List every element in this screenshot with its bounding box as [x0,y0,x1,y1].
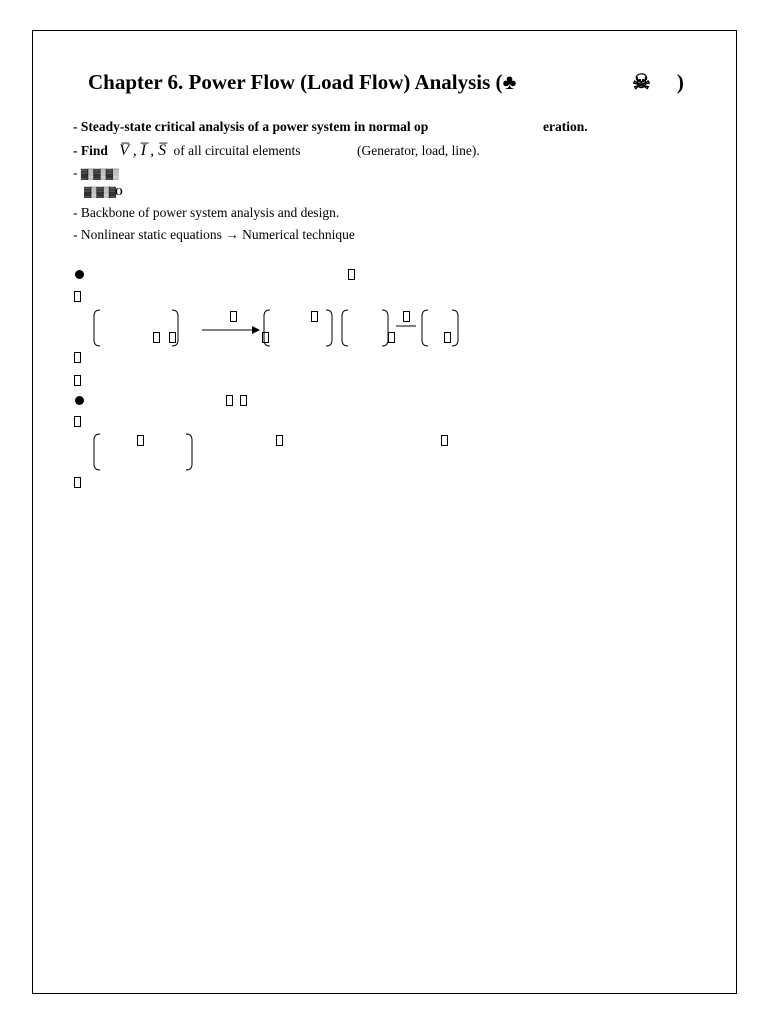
bullet-line-3b [84,183,122,199]
matrix-equation-brackets [90,308,490,348]
find-label: - Find [73,143,108,158]
title-glyph-icon: ♣ [502,70,517,94]
bracket-left-5 [94,434,100,470]
bracket-right-4 [452,310,458,346]
matrix-brackets-2 [90,432,210,472]
bullet-dot-1 [75,270,84,279]
title-glyph-b-icon: ☠ [632,70,651,94]
arrow-head [252,326,260,334]
missing-glyph-box [276,435,283,446]
missing-glyph-box [230,311,237,322]
missing-glyph-box [137,435,144,446]
line4-text: - Backbone of power system analysis and design. [73,205,340,220]
bullet-line-3 [73,165,118,181]
garbled-text-2: ▓▒▓▒▓O [84,187,122,198]
bracket-right-2 [326,310,332,346]
title-tail [632,70,684,95]
title-close-paren: ) [676,70,684,94]
missing-glyph-box [74,352,81,363]
missing-glyph-box [74,375,81,386]
page-border [32,30,737,994]
line2-text: of all circuital elements [173,143,301,158]
bullet-line-4 [73,205,339,221]
missing-glyph-box [74,416,81,427]
bullet-line-5 [73,227,355,243]
missing-glyph-box [240,395,247,406]
missing-glyph-box [262,332,269,343]
bullet-line-1-end [543,119,588,135]
bullet-line-2 [73,142,301,160]
missing-glyph-box [311,311,318,322]
dash: - [73,165,81,180]
missing-glyph-box [348,269,355,280]
chapter-title [88,70,516,95]
line1-text: Steady-state critical analysis of a power system in normal op [80,119,429,134]
missing-glyph-box [388,332,395,343]
missing-glyph-box [444,332,451,343]
missing-glyph-box [441,435,448,446]
vis-symbols: V̅ , I̅ , S̅ [119,142,167,159]
missing-glyph-box [403,311,410,322]
line2-paren-text: (Generator, load, line). [357,143,480,158]
line5-text: - Nonlinear static equations → Numerical technique [73,227,355,242]
garbled-text-1: ▓▒▓▒▓▒ [80,169,118,180]
line1-text-end: eration. [543,119,588,134]
title-text: Chapter 6. Power Flow (Load Flow) Analysis ( [88,70,503,94]
bullet-line-2-paren [357,143,480,159]
missing-glyph-box [169,332,176,343]
missing-glyph-box [226,395,233,406]
missing-glyph-box [74,477,81,488]
missing-glyph-box [74,291,81,302]
bracket-left-4 [422,310,428,346]
missing-glyph-box [153,332,160,343]
bullet-line-1 [73,119,428,135]
dash: - [73,119,81,134]
bracket-left-3 [342,310,348,346]
bullet-dot-2 [75,396,84,405]
bracket-right-5 [186,434,192,470]
bracket-left-1 [94,310,100,346]
